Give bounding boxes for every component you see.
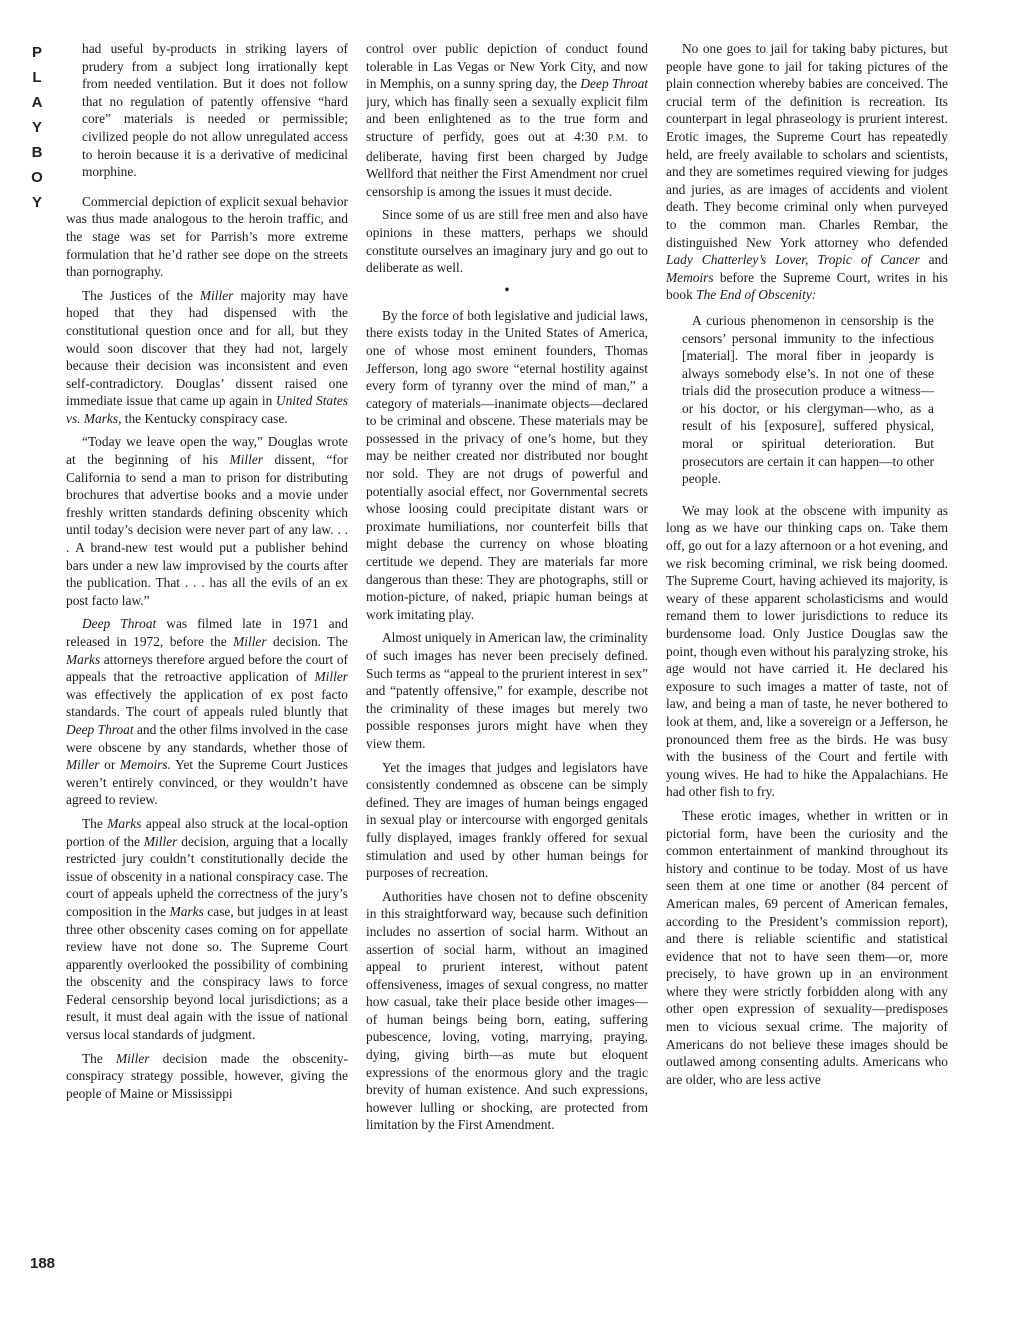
paragraph: We may look at the obscene with impunity as long as we have our thinking caps on. Take them off, go out for a lazy afternoon or a hot evening, and we risk becoming criminal, we risk being doomed. The Supreme Court, having achieved its majority, is weary of these apparent scholasticisms and would remand them to lower jurisdictions to reduce its burdensome load. Only Justice Douglas saw the point, though even without his paralyzing stroke, his age would not have carried it. He declared his exposure to such images a matter of taste, not of law, and being a man of taste, he never bothered to look at them, and, like a sovereign or a Jefferson, he pronounced them free as the birds. He was busy with the business of the Court and fertile with young wives. He had to hike the Appalachians. He had other fish to fry. <box>666 502 948 800</box>
masthead-letter: Y <box>31 194 42 211</box>
block-quote: A curious phenomenon in censorship is the censors’ personal immunity to the infectious [material]. The moral fiber in jeopardy is always somebody else’s. In not one of these trials did the prosecution produce a witness—or his doctor, or his clergyman—who, as a result of his [exposure], suffered physical, moral or spiritual deterioration. But prosecutors are certain it can happen—to other people. <box>682 312 934 487</box>
playboy-masthead <box>22 40 52 215</box>
page-number: 188 <box>30 1255 56 1272</box>
masthead-letter: P <box>31 44 42 61</box>
paragraph: No one goes to jail for taking baby pictures, but people have gone to jail for taking pictures of the plain connection whereby babies are conceived. The crucial term of the definition is recreation. Its counterpart in legal phraseology is prurient interest. Erotic images, the Supreme Court has repeatedly held, are freely available to scholars and scientists, and they are sometimes required viewing for judges and juries, as are images of accidents and violent death. They become criminal only when purveyed to the common man. Charles Rembar, the distinguished New York attorney who defended Lady Chatterley’s Lover, Tropic of Cancer and Memoirs before the Supreme Court, writes in his book The End of Obscenity: <box>666 41 948 303</box>
text-column-2 <box>366 40 648 1280</box>
paragraph: The Miller decision made the obscenity-conspiracy strategy possible, however, giving the people of Maine or Mississippi <box>66 1050 348 1101</box>
text-column-3 <box>666 40 948 1280</box>
paragraph: Yet the images that judges and legislators have consistently condemned as obscene can be simply defined. They are images of human beings engaged in sexual play or intercourse with engorged genitals fully displayed, images frankly offered for sexual stimulation and used by other human beings for purposes of recreation. <box>366 759 648 881</box>
paragraph: The Marks appeal also struck at the local-option portion of the Miller decision, arguing that a locally restricted jury couldn’t constitutionally decide the issue of obscenity in a national conspiracy case. The court of appeals upheld the correctness of the jury’s composition in the Marks case, but judges in at least three other obscenity cases coming on for appellate review have not done so. The Supreme Court apparently overlooked the possibility of combining the obscenity and the conspiracy laws to force Federal censorship beyond local jurisdictions; as a result, it must deal again with the issue of national versus local standards of judgment. <box>66 815 348 1043</box>
paragraph: The Justices of the Miller majority may have hoped that they had dispensed with the constitutional question once and for all, but they would soon discover that they had not, largely because their decision was inconsistent and even self-contradictory. Douglas’ dissent raised one immediate issue that came up again in United States vs. Marks, the Kentucky conspiracy case. <box>66 287 348 426</box>
paragraph: Deep Throat was filmed late in 1971 and released in 1972, before the Miller decision. The Marks attorneys therefore argued before the court of appeals that the retroactive application of Miller was effectively the application of ex post facto standards. The court of appeals ruled bluntly that Deep Throat and the other films involved in the case were obscene by any standards, whether those of Miller or Memoirs. Yet the Supreme Court Justices weren’t entirely convinced, or they wouldn’t have agreed to review. <box>66 616 348 808</box>
masthead-letter: B <box>31 144 43 161</box>
paragraph: By the force of both legislative and judicial laws, there exists today in the United States of America, one of whose most eminent founders, Thomas Jefferson, long ago swore “eternal hostility against every form of tyranny over the mind of man,” a category of materials—inanimate objects—declared to be criminal and obscene. These materials may be possessed in the privacy of one’s home, but they may be neither created nor distributed nor bought nor sold. They are not drugs of powerful and potentially asocial effect, nor Governmental secrets whose loosing could precipitate distant wars or proximate humiliations, nor counterfeit bills that might debase the currency on whose bloating certitude we depend. They are materials far more dangerous than these: They are photographs, still or motion-picture, of naked, priapic human beings at work imitating play. <box>366 307 648 622</box>
section-separator: • <box>504 281 510 297</box>
paragraph: Since some of us are still free men and also have opinions in these matters, perhaps we should constitute ourselves an imaginary jury and go out to deliberate as well. <box>366 207 648 276</box>
paragraph: control over public depiction of conduct found tolerable in Las Vegas or New York City, and now in Memphis, on a sunny spring day, the Deep Throat jury, which has finally seen a sexually explicit film and been enlightened as to the true form and structure of perfidy, goes out at 4:30 P.M. to deliberate, having first been charged by Judge Wellford that neither the First Amendment nor cruel censorship is among the issues it must decide. <box>366 41 648 199</box>
masthead-letter: L <box>32 69 42 86</box>
paragraph: “Today we leave open the way,” Douglas wrote at the beginning of his Miller dissent, “for California to send a man to prison for distributing brochures that advertise books and a movie under freshly written standards defining obscenity which until today’s decision were never part of any law. . . . A brand-new test would put a publisher behind bars under a new law improvised by the courts after the publication. That . . . has all the evils of an ex post facto law.” <box>66 434 348 608</box>
paragraph: had useful by-products in striking layers of prudery from a subject long irrationally kept from needed ventilation. But it does not follow that no regulation of patently offensive “hard core” materials is needed or permissible; civilized people do not allow unregulated access to heroin because it is a derivative of medicinal morphine. <box>82 41 348 180</box>
masthead-letter: A <box>31 94 43 111</box>
masthead-letter: Y <box>31 119 42 136</box>
text-column-1 <box>66 40 348 1280</box>
masthead-letter: O <box>31 169 43 186</box>
paragraph: Commercial depiction of explicit sexual behavior was thus made analogous to the heroin traffic, and the stage was set for Parrish’s more extreme formulation that he’d rather see dope on the streets than pornography. <box>66 193 348 280</box>
paragraph: Almost uniquely in American law, the criminality of such images has never been precisely defined. Such terms as “appeal to the prurient interest in sex” and “patently offensive,” for example, describe not the criminality of these images but merely two possible responses jurors might have when they view them. <box>366 630 648 751</box>
paragraph: These erotic images, whether in written or in pictorial form, have been the curiosity and the common entertainment of mankind throughout its history and continue to be today. Most of us have seen them at one time or another (84 percent of American males, 69 percent of American females, according to the President’s commission report), and there is reliable scientific and statistical evidence that not to have seen them—or, more precisely, to have grown up in an environment where they were strictly forbidden along with any other open expression of sexuality—predisposes men to vicious sexual crime. The majority of Americans do not believe these images should be outlawed among consenting adults. Americans who are older, who are less active <box>666 807 948 1087</box>
paragraph: Authorities have chosen not to define obscenity in this straightforward way, because such definition includes no assertion of social harm. Without an assertion of social harm, without an imagined appeal to prurient interest, without patent offensiveness, images of sexual congress, no matter how casual, take their place beside other images—of human beings being born, eating, suffering pubescence, loving, voting, marrying, praying, dying, giving birth—as mute but eloquent expressions of the enormous glory and the tragic brevity of human existence. And such expressions, however lulling or shocking, are protected from limitation by the First Amendment. <box>366 888 648 1133</box>
